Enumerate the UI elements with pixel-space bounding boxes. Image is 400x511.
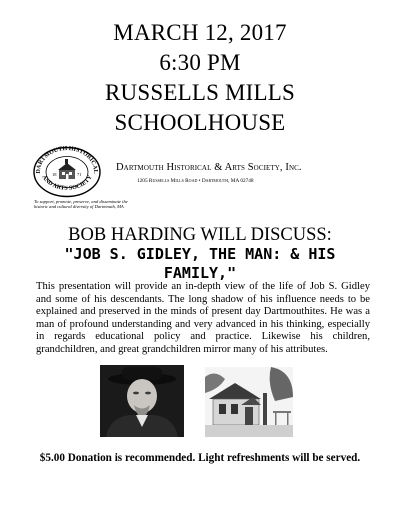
seal-year-left: 18 <box>52 172 57 177</box>
society-name: Dartmouth Historical & Arts Society, Inc. <box>116 162 302 173</box>
event-venue-line1: RUSSELLS MILLS <box>104 80 296 105</box>
seal-text-bottom: AND ARTS SOCIETY <box>40 174 94 192</box>
donation-note: $5.00 Donation is recommended. Light refreshments will be served. <box>39 452 361 464</box>
society-seal <box>32 146 102 198</box>
event-header <box>0 18 400 138</box>
schoolhouse-icon <box>58 159 76 179</box>
society-address: 1205 Russells Mills Road • Dartmouth, MA 02748 <box>137 178 254 184</box>
portrait-photo <box>100 365 184 437</box>
talk-title <box>0 245 400 283</box>
seal-year-right: 71 <box>77 172 82 177</box>
presentation-description: This presentation will provide an in-depth view of the life of Job S. Gidley and some of his descendants. The long shadow of his influence needs to be explained and preserved in the minds of present day Dartmouthites. He was a man of profound understanding and very advanced in his thinking, especially in regards educational policy and practice. Likewise his children, grandchildren, and great grandchildren mirror many of his attributes. <box>36 281 370 355</box>
event-time: 6:30 PM <box>159 50 241 75</box>
schoolhouse-photo <box>205 367 293 437</box>
event-venue-line2: SCHOOLHOUSE <box>114 110 286 135</box>
event-date: MARCH 12, 2017 <box>113 20 287 45</box>
society-logo-block <box>22 146 132 210</box>
talk-title-line2: FAMILY," <box>163 264 237 282</box>
talk-title-line1: "JOB S. GIDLEY, THE MAN: & HIS <box>64 245 336 263</box>
seal-text-top: DARTMOUTH HISTORICAL <box>35 146 99 174</box>
society-tagline: To support, promote, preserve, and disseminate the historic and cultural diversity of Dartmouth, MA <box>34 199 128 210</box>
speaker-line: BOB HARDING WILL DISCUSS: <box>68 225 332 245</box>
